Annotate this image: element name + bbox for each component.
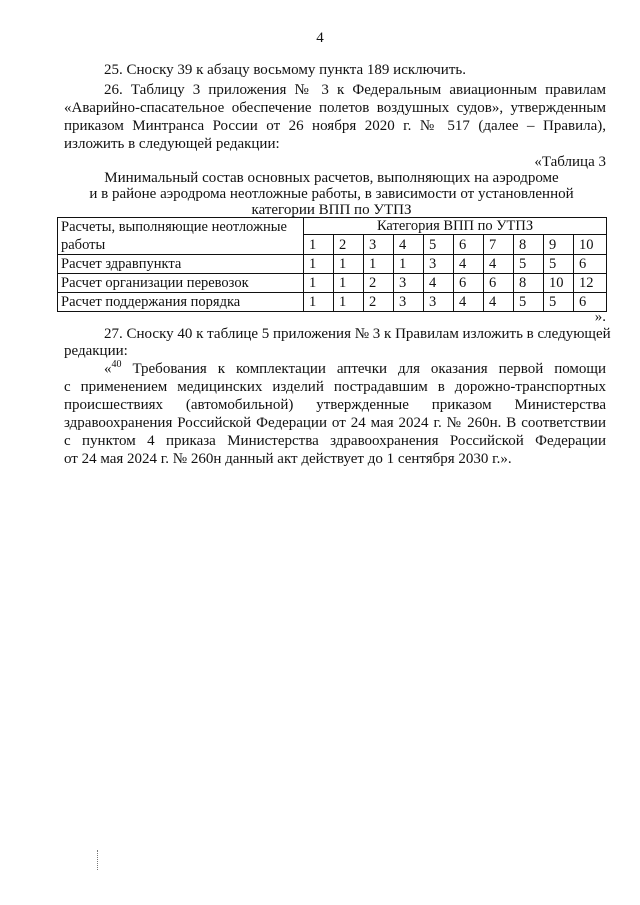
category-number: 4 — [394, 235, 424, 255]
table-cell: 2 — [364, 274, 394, 293]
table-cell: 3 — [424, 255, 454, 274]
footnote-line-1-text: Требования к комплектации аптечки для оказания первой помощи — [132, 361, 607, 377]
table-cell: 5 — [544, 293, 574, 312]
table-cell: 1 — [334, 274, 364, 293]
table-cell: 6 — [574, 255, 607, 274]
item-26-line-2: «Аварийно-спасательное обеспечение полетов воздушных судов», утвержденным — [64, 100, 606, 116]
item-26-line-3: приказом Минтранса России от 26 ноября 2020 г. № 517 (далее – Правила), — [64, 118, 606, 134]
category-number: 5 — [424, 235, 454, 255]
item-27-line-1: 27. Сноску 40 к таблице 5 приложения № 3 к Правилам изложить в следующей — [104, 326, 611, 342]
footnote-line-3: происшествиях (автомобильной) утвержденные приказом Министерства — [64, 397, 606, 413]
footnote-line-1 — [104, 360, 606, 378]
item-26-line-1: 26. Таблицу 3 приложения № 3 к Федеральным авиационным правилам — [104, 82, 606, 98]
table-cell: 3 — [394, 293, 424, 312]
table-label: «Таблица 3 — [534, 154, 606, 170]
footnote-line-4: здравоохранения Российской Федерации от 24 мая 2024 г. № 260н. В соответствии — [64, 415, 606, 431]
row-name-health-post: Расчет здравпункта — [58, 255, 304, 274]
category-header: Категория ВПП по УТПЗ — [304, 218, 607, 235]
item-26-line-4: изложить в следующей редакции: — [64, 136, 280, 152]
category-number: 3 — [364, 235, 394, 255]
page-number: 4 — [316, 30, 324, 46]
table-cell: 1 — [334, 293, 364, 312]
table-cell: 4 — [454, 293, 484, 312]
category-number: 2 — [334, 235, 364, 255]
footnote-number: 40 — [111, 359, 122, 370]
table-cell: 4 — [454, 255, 484, 274]
category-number: 6 — [454, 235, 484, 255]
table-cell: 6 — [574, 293, 607, 312]
table-cell: 4 — [484, 293, 514, 312]
category-number: 10 — [574, 235, 607, 255]
row-name-order: Расчет поддержания порядка — [58, 293, 304, 312]
table-cell: 3 — [394, 274, 424, 293]
table-cell: 4 — [424, 274, 454, 293]
table-cell: 10 — [544, 274, 574, 293]
category-number: 7 — [484, 235, 514, 255]
table-cell: 12 — [574, 274, 607, 293]
item-25: 25. Сноску 39 к абзацу восьмому пункта 189 исключить. — [104, 62, 466, 78]
table-cell: 6 — [454, 274, 484, 293]
table-cell: 1 — [304, 255, 334, 274]
footnote-line-5: с пунктом 4 приказа Министерства здравоохранения Российской Федерации — [64, 433, 606, 449]
runway-category-table — [57, 217, 607, 312]
table-title-line-1: Минимальный состав основных расчетов, выполняющих на аэродроме — [104, 170, 559, 186]
table-row — [58, 255, 607, 274]
table-row — [58, 274, 607, 293]
table-cell: 5 — [544, 255, 574, 274]
category-number: 9 — [544, 235, 574, 255]
table-cell: 5 — [514, 255, 544, 274]
table-title-line-2: и в районе аэродрома неотложные работы, в зависимости от установленной — [89, 186, 574, 202]
category-number: 1 — [304, 235, 334, 255]
scan-mark — [97, 850, 101, 870]
row-name-transport: Расчет организации перевозок — [58, 274, 304, 293]
table-cell: 1 — [304, 293, 334, 312]
table-row — [58, 293, 607, 312]
footnote-line-2: с применением медицинских изделий пострадавшим в дорожно-транспортных — [64, 379, 606, 395]
footnote-line-6: от 24 мая 2024 г. № 260н данный акт действует до 1 сентября 2030 г.». — [64, 451, 512, 467]
table-cell: 6 — [484, 274, 514, 293]
table-cell: 1 — [334, 255, 364, 274]
table-cell: 4 — [484, 255, 514, 274]
table-cell: 1 — [304, 274, 334, 293]
table-closing-quote: ». — [594, 309, 606, 325]
table-cell: 5 — [514, 293, 544, 312]
table-cell: 2 — [364, 293, 394, 312]
table-cell: 8 — [514, 274, 544, 293]
table-cell: 3 — [424, 293, 454, 312]
column-header-works: Расчеты, выполняющие неотложные работы — [58, 218, 304, 255]
table-cell: 1 — [364, 255, 394, 274]
table-title-line-3: категории ВПП по УТПЗ — [251, 202, 412, 218]
category-number: 8 — [514, 235, 544, 255]
item-27-line-2: редакции: — [64, 343, 128, 359]
footnote-open-quote: « — [104, 361, 112, 377]
table-cell: 1 — [394, 255, 424, 274]
